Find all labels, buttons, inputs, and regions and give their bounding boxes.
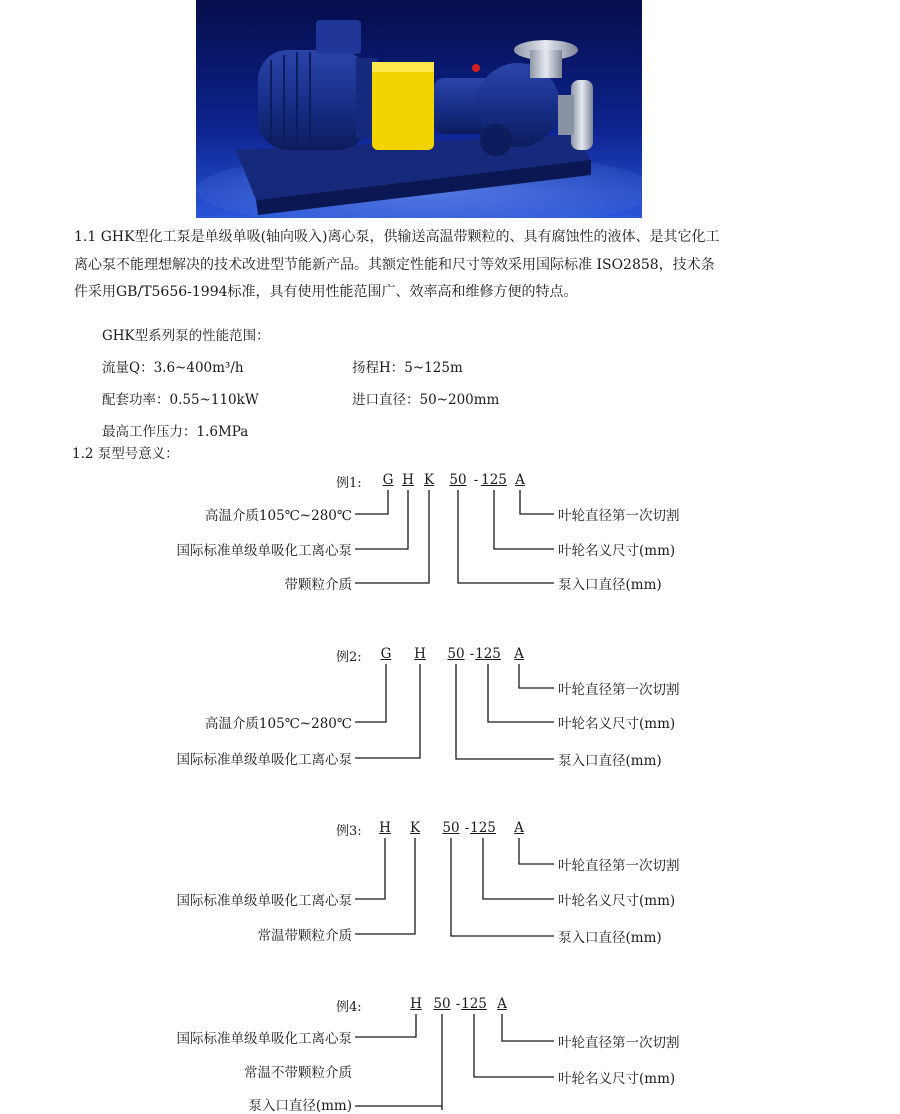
intro-line: 件采用GB/T5656-1994标准，具有使用性能范围广、效率高和维修方便的特点。 bbox=[74, 284, 578, 300]
connector-line bbox=[451, 838, 554, 936]
left-label: 国际标准单级单吸化工离心泵 bbox=[176, 752, 352, 768]
code-letter: K bbox=[409, 820, 421, 836]
spec-inlet: 进口直径：50~200mm bbox=[352, 392, 500, 408]
connector-line bbox=[355, 490, 388, 514]
connector-line bbox=[355, 664, 386, 722]
connector-line bbox=[355, 1014, 416, 1037]
code-letter: A bbox=[514, 646, 524, 662]
code-letter: H bbox=[379, 820, 391, 836]
code-dash: - bbox=[473, 472, 479, 488]
example-label: 例1: bbox=[336, 476, 362, 491]
right-label: 叶轮名义尺寸(mm) bbox=[558, 1071, 676, 1087]
code-letter: K bbox=[423, 472, 435, 488]
connector-line bbox=[458, 490, 554, 583]
left-label: 高温介质105℃~280℃ bbox=[204, 508, 352, 524]
section-title: 1.2 泵型号意义： bbox=[72, 446, 179, 462]
right-label: 叶轮直径第一次切割 bbox=[558, 508, 680, 524]
code-number: 125 bbox=[461, 996, 487, 1012]
right-label: 泵入口直径(mm) bbox=[558, 930, 662, 946]
code-letter: A bbox=[515, 472, 525, 488]
connector-line bbox=[519, 664, 554, 688]
spec-power: 配套功率：0.55~110kW bbox=[102, 392, 259, 408]
connector-line bbox=[355, 490, 408, 549]
connector-line bbox=[474, 1014, 554, 1077]
left-label: 带颗粒介质 bbox=[284, 577, 352, 593]
example-label: 例3: bbox=[336, 824, 362, 839]
right-label: 叶轮名义尺寸(mm) bbox=[558, 893, 676, 909]
right-label: 叶轮名义尺寸(mm) bbox=[558, 716, 676, 732]
connector-line bbox=[483, 838, 554, 899]
code-letter: G bbox=[382, 472, 394, 488]
left-label: 国际标准单级单吸化工离心泵 bbox=[176, 893, 352, 909]
code-dash: - bbox=[464, 820, 470, 836]
pump-product-photo bbox=[196, 0, 642, 218]
code-dash: - bbox=[455, 996, 461, 1012]
connector-line bbox=[488, 664, 554, 722]
code-number: 125 bbox=[470, 820, 496, 836]
spec-heading: GHK型系列泵的性能范围： bbox=[102, 328, 270, 344]
connector-line bbox=[519, 838, 554, 864]
code-letter: A bbox=[497, 996, 507, 1012]
intro-line: 1.1 GHK型化工泵是单级单吸(轴向吸入)离心泵，供输送高温带颗粒的、具有腐蚀性的液体、是其它化工 bbox=[74, 229, 720, 245]
connector-line bbox=[502, 1014, 554, 1041]
left-label: 泵入口直径(mm) bbox=[248, 1098, 352, 1114]
left-label: 常温不带颗粒介质 bbox=[244, 1065, 352, 1081]
connector-line bbox=[355, 838, 415, 934]
code-dash: - bbox=[469, 646, 475, 662]
code-letter: H bbox=[414, 646, 426, 662]
right-label: 叶轮名义尺寸(mm) bbox=[558, 543, 676, 559]
code-letter: A bbox=[514, 820, 524, 836]
example-label: 例4: bbox=[336, 1000, 362, 1015]
code-number: 125 bbox=[475, 646, 501, 662]
left-label: 国际标准单级单吸化工离心泵 bbox=[176, 543, 352, 559]
connector-line bbox=[456, 664, 554, 759]
code-number: 50 bbox=[449, 472, 467, 488]
left-label: 高温介质105℃~280℃ bbox=[204, 716, 352, 732]
right-label: 叶轮直径第一次切割 bbox=[558, 858, 680, 874]
right-label: 泵入口直径(mm) bbox=[558, 577, 662, 593]
example-label: 例2: bbox=[336, 650, 362, 665]
code-letter: H bbox=[402, 472, 414, 488]
left-label: 常温带颗粒介质 bbox=[257, 928, 352, 944]
intro-line: 离心泵不能理想解决的技术改进型节能新产品。其额定性能和尺寸等效采用国际标准 ISO2858，技术条 bbox=[74, 256, 715, 273]
code-letter: G bbox=[380, 646, 392, 662]
code-number: 50 bbox=[442, 820, 460, 836]
right-label: 叶轮直径第一次切割 bbox=[558, 682, 680, 698]
spec-flow: 流量Q：3.6~400m³/h bbox=[102, 360, 244, 376]
connector-line bbox=[355, 664, 420, 758]
code-number: 50 bbox=[447, 646, 465, 662]
connector-line bbox=[520, 490, 554, 514]
right-label: 叶轮直径第一次切割 bbox=[558, 1035, 680, 1051]
connector-line bbox=[355, 490, 429, 583]
code-number: 125 bbox=[481, 472, 507, 488]
intro-paragraph bbox=[74, 224, 789, 307]
code-number: 50 bbox=[433, 996, 451, 1012]
connector-line bbox=[494, 490, 554, 549]
spec-pressure: 最高工作压力：1.6MPa bbox=[102, 424, 249, 440]
code-letter: H bbox=[410, 996, 422, 1012]
spec-head: 扬程H：5~125m bbox=[352, 360, 463, 376]
right-label: 泵入口直径(mm) bbox=[558, 753, 662, 769]
left-label: 国际标准单级单吸化工离心泵 bbox=[176, 1031, 352, 1047]
connector-line bbox=[355, 838, 385, 899]
